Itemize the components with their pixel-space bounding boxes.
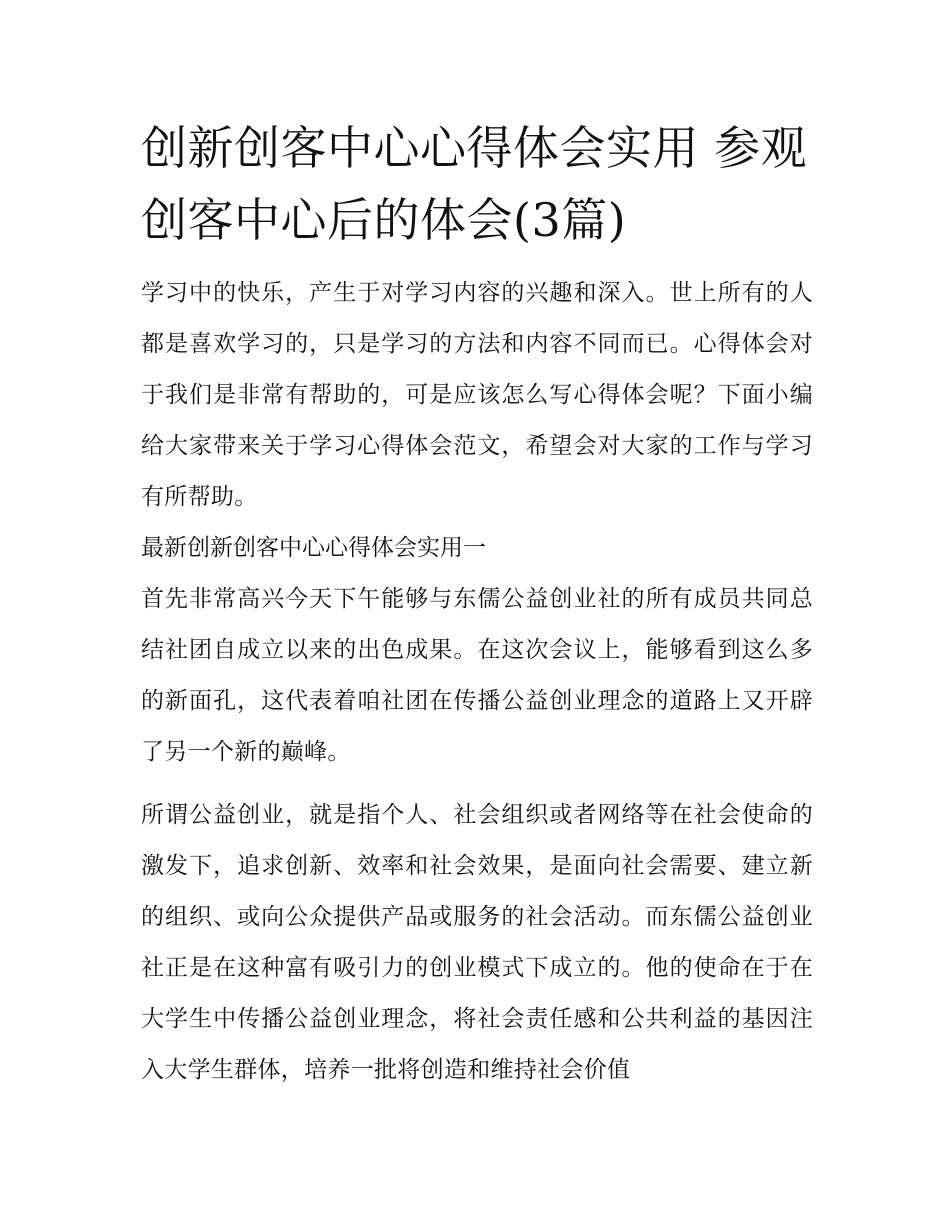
intro-paragraph: 学习中的快乐，产生于对学习内容的兴趣和深入。世上所有的人都是喜欢学习的，只是学习的方法和内容不同而已。心得体会对于我们是非常有帮助的，可是应该怎么写心得体会呢？下面小编给大家带来关于学习心得体会范文，希望会对大家的工作与学习有所帮助。 [141, 280, 813, 510]
body-paragraph-2: 所谓公益创业，就是指个人、社会组织或者网络等在社会使命的激发下，追求创新、效率和社会效果，是面向社会需要、建立新的组织、或向公众提供产品或服务的社会活动。而东儒公益创业社正是在这种富有吸引力的创业模式下成立的。他的使命在于在大学生中传播公益创业理念，将社会责任感和公共利益的基因注入大学生群体，培养一批将创造和维持社会价值 [141, 802, 813, 1083]
body-paragraph-1: 首先非常高兴今天下午能够与东儒公益创业社的所有成员共同总结社团自成立以来的出色成果。在这次会议上，能够看到这么多的新面孔，这代表着咱社团在传播公益创业理念的道路上又开辟了另一个新的巅峰。 [141, 586, 813, 765]
document-body [141, 112, 813, 1096]
document-title: 创新创客中心心得体会实用 参观创客中心后的体会(3篇) [141, 121, 808, 247]
section-heading: 最新创新创客中心心得体会实用一 [141, 535, 486, 561]
